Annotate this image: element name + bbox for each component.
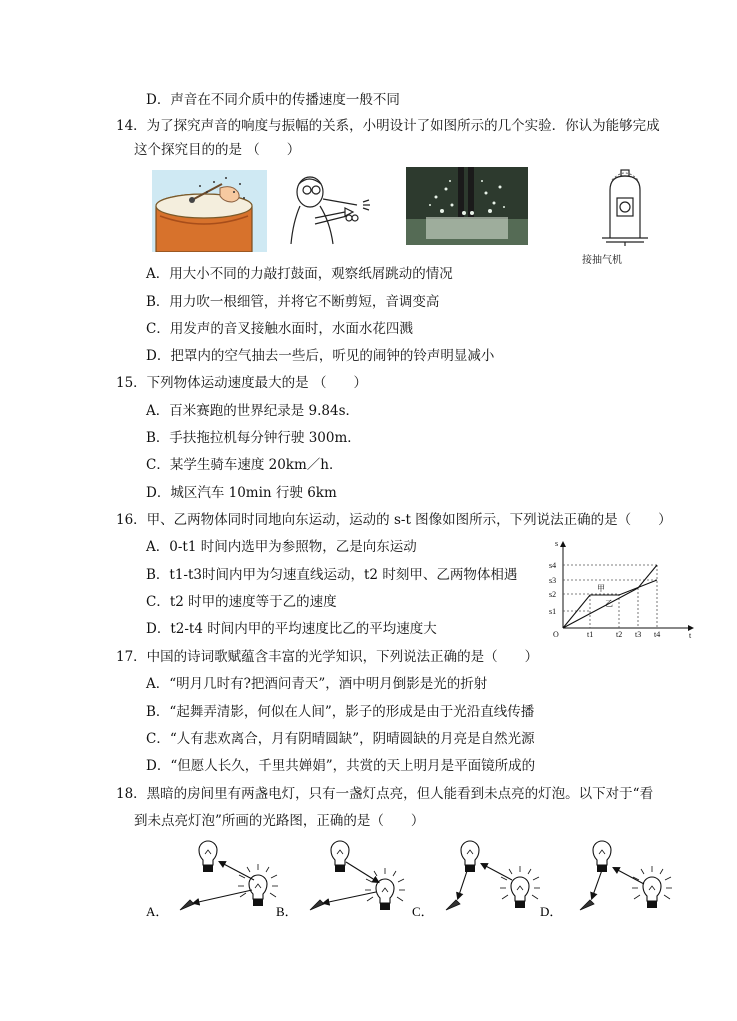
straw-blowing-figure: [285, 172, 375, 247]
origin-label: O: [553, 630, 559, 639]
q16-option-a: A．0-t1 时间内选甲为参照物，乙是向东运动: [146, 539, 417, 555]
diagram-d: [580, 841, 672, 910]
q14-option-d: D．把罩内的空气抽去一些后，听见的闹钟的铃声明显减小: [146, 348, 495, 364]
q13-option-d: D．声音在不同介质中的传播速度一般不同: [146, 92, 400, 108]
diagram-a-label: A．: [146, 904, 169, 919]
yi-label: 乙: [605, 599, 613, 608]
t2-label: t2: [616, 630, 623, 639]
q16-option-d: D．t2-t4 时间内甲的平均速度比乙的平均速度大: [146, 621, 437, 637]
t1-label: t1: [587, 630, 594, 639]
q14-option-a: A．用大小不同的力敲打鼓面，观察纸屑跳动的情况: [146, 266, 453, 282]
q17-option-a: A．“明月几时有?把酒问青天”，酒中明月倒影是光的折射: [146, 676, 488, 692]
q16-option-b: B．t1-t3时间内甲为匀速直线运动，t2 时刻甲、乙两物体相遇: [146, 567, 518, 583]
tuning-fork-water-figure: [406, 167, 528, 245]
q18-stem-line2: 到未点亮灯泡”所画的光路图，正确的是（ ）: [134, 813, 425, 829]
diagram-a: [180, 841, 278, 910]
pump-label: 接抽气机: [582, 255, 622, 266]
t-axis-label: t: [689, 631, 692, 640]
q14-stem-line2: 这个探究目的的是 （ ）: [134, 142, 301, 158]
diagram-c: [446, 841, 540, 910]
diagram-b: [310, 841, 405, 910]
q15-option-b: B．手扶拖拉机每分钟行驶 300m．: [146, 430, 361, 446]
q17-stem: 17．中国的诗词歌赋蕴含丰富的光学知识，下列说法正确的是（ ）: [116, 649, 539, 665]
diagram-d-label: D．: [540, 904, 563, 919]
s-axis-label: s: [555, 539, 559, 548]
q14-stem-line1: 14．为了探究声音的响度与振幅的关系，小明设计了如图所示的几个实验．你认为能够完成: [116, 118, 660, 134]
st-graph: [545, 538, 700, 643]
q15-stem: 15．下列物体运动速度最大的是 （ ）: [116, 375, 367, 391]
t4-label: t4: [654, 630, 661, 639]
q15-option-d: D．城区汽车 10min 行驶 6km: [146, 485, 337, 501]
bell-jar-figure: [590, 168, 660, 246]
q14-option-c: C．用发声的音叉接触水面时，水面水花四溅: [146, 321, 413, 337]
q15-option-c: C．某学生骑车速度 20km／h．: [146, 457, 343, 473]
s4-label: s4: [549, 561, 557, 570]
s1-label: s1: [549, 607, 557, 616]
s3-label: s3: [549, 576, 557, 585]
q17-option-c: C．“人有悲欢离合，月有阴晴圆缺”，阴晴圆缺的月亮是自然光源: [146, 731, 535, 747]
q14-option-b: B．用力吹一根细管，并将它不断剪短，音调变高: [146, 294, 440, 310]
diagram-c-label: C．: [412, 904, 434, 919]
q16-option-c: C．t2 时甲的速度等于乙的速度: [146, 594, 337, 610]
jia-label: 甲: [597, 584, 605, 593]
q17-option-d: D．“但愿人长久，千里共婵娟”，共赏的天上明月是平面镜所成的: [146, 758, 536, 774]
diagram-b-label: B．: [276, 904, 298, 919]
q16-stem: 16．甲、乙两物体同时同地向东运动，运动的 s-t 图像如图所示，下列说法正确的是（ ）: [116, 512, 672, 528]
yi-line: [563, 565, 657, 628]
drum-experiment-figure: [152, 170, 267, 252]
s2-label: s2: [549, 590, 557, 599]
q18-stem-line1: 18．黑暗的房间里有两盏电灯，只有一盏灯点亮，但人能看到未点亮的灯泡。以下对于“看: [116, 786, 654, 802]
t3-label: t3: [635, 630, 642, 639]
light-path-diagrams: [140, 838, 720, 923]
q17-option-b: B．“起舞弄清影，何似在人间”，影子的形成是由于光沿直线传播: [146, 704, 535, 720]
q15-option-a: A．百米赛跑的世界纪录是 9.84s．: [146, 403, 360, 419]
